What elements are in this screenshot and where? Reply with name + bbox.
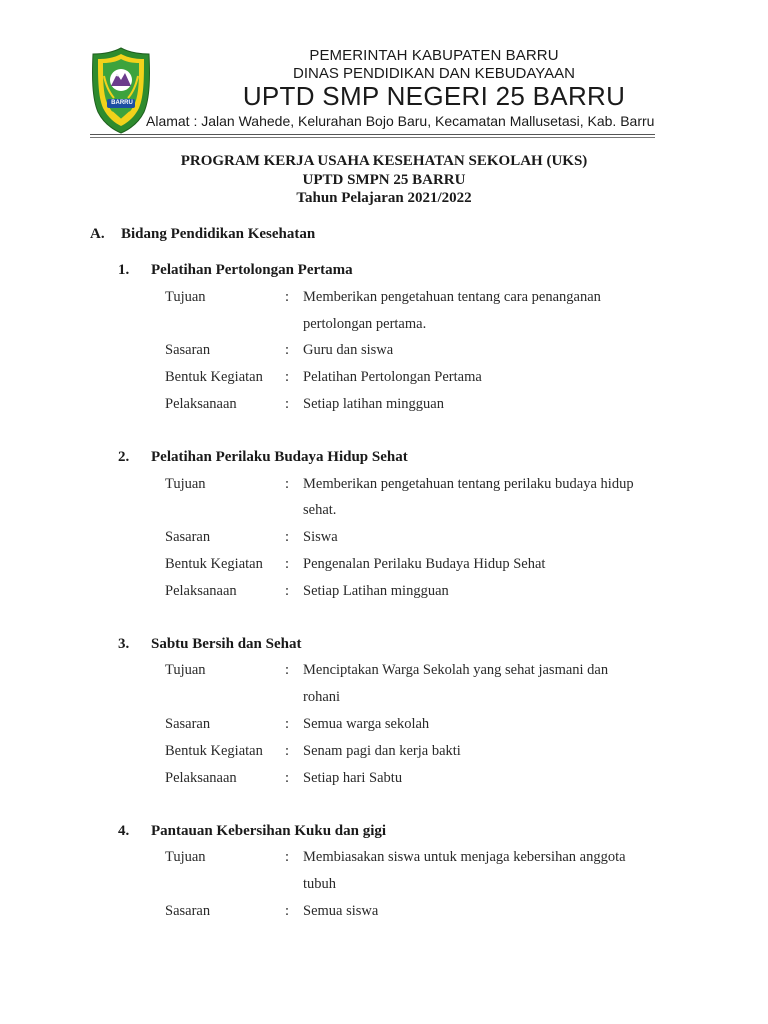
field-colon: : <box>285 583 290 599</box>
field-label: Bentuk Kegiatan <box>165 369 263 385</box>
field-value: Memberikan pengetahuan tentang cara penanganan <box>303 289 601 305</box>
field-value: Setiap hari Sabtu <box>303 770 403 786</box>
field-value: Setiap Latihan mingguan <box>303 583 449 599</box>
field-colon: : <box>285 662 290 678</box>
field-value-continued: sehat. <box>303 502 337 518</box>
field-value-continued: tubuh <box>303 876 337 892</box>
field-value: Senam pagi dan kerja bakti <box>303 743 461 759</box>
field-value: Memberikan pengetahuan tentang perilaku budaya hidup <box>303 476 634 492</box>
letterhead-department: DINAS PENDIDIKAN DAN KEBUDAYAAN <box>292 65 575 82</box>
field-value-continued: rohani <box>303 689 341 705</box>
field-value: Siswa <box>303 529 338 545</box>
document-title: PROGRAM KERJA USAHA KESEHATAN SEKOLAH (UKS) <box>180 153 588 169</box>
field-value: Guru dan siswa <box>303 342 394 358</box>
field-label: Sasaran <box>165 716 211 732</box>
field-label: Bentuk Kegiatan <box>165 743 263 759</box>
field-value: Membiasakan siswa untuk menjaga kebersihan anggota <box>303 849 626 865</box>
field-label: Bentuk Kegiatan <box>165 556 263 572</box>
field-value: Pelatihan Pertolongan Pertama <box>303 369 482 385</box>
program-number: 3. <box>118 636 130 652</box>
field-colon: : <box>285 849 290 865</box>
section-title: Bidang Pendidikan Kesehatan <box>121 226 316 242</box>
program-number: 2. <box>118 449 130 465</box>
field-label: Tujuan <box>165 476 206 492</box>
field-value: Setiap latihan mingguan <box>303 396 444 412</box>
program-title: Sabtu Bersih dan Sehat <box>151 636 302 652</box>
field-label: Sasaran <box>165 903 211 919</box>
field-colon: : <box>285 903 290 919</box>
letterhead-address: Alamat : Jalan Wahede, Kelurahan Bojo Baru, Kecamatan Mallusetasi, Kab. Barru <box>146 113 655 129</box>
field-colon: : <box>285 476 290 492</box>
program-number: 4. <box>118 823 130 839</box>
document-year: Tahun Pelajaran 2021/2022 <box>296 190 472 206</box>
document-subtitle: UPTD SMPN 25 BARRU <box>302 172 466 188</box>
field-colon: : <box>285 342 290 358</box>
letterhead-school-name: UPTD SMP NEGERI 25 BARRU <box>242 81 626 111</box>
field-colon: : <box>285 529 290 545</box>
field-colon: : <box>285 743 290 759</box>
program-number: 1. <box>118 262 130 278</box>
field-value: Pengenalan Perilaku Budaya Hidup Sehat <box>303 556 546 572</box>
letterhead-government: PEMERINTAH KABUPATEN BARRU <box>309 47 559 64</box>
field-colon: : <box>285 289 290 305</box>
program-title: Pelatihan Pertolongan Pertama <box>151 262 353 278</box>
letterhead-rule-thin <box>90 137 655 138</box>
field-label: Tujuan <box>165 662 206 678</box>
field-label: Sasaran <box>165 342 211 358</box>
field-label: Tujuan <box>165 849 206 865</box>
field-label: Pelaksanaan <box>165 770 237 786</box>
field-label: Pelaksanaan <box>165 396 237 412</box>
field-value: Menciptakan Warga Sekolah yang sehat jasmani dan <box>303 662 609 678</box>
program-title: Pantauan Kebersihan Kuku dan gigi <box>151 823 387 839</box>
field-value-continued: pertolongan pertama. <box>303 316 427 332</box>
field-colon: : <box>285 716 290 732</box>
logo-ribbon-text: BARRU <box>111 100 133 106</box>
field-colon: : <box>285 556 290 572</box>
field-value: Semua warga sekolah <box>303 716 430 732</box>
section-letter: A. <box>90 226 105 242</box>
field-value: Semua siswa <box>303 903 379 919</box>
field-colon: : <box>285 396 290 412</box>
field-colon: : <box>285 369 290 385</box>
letterhead-rule-thick <box>90 134 655 135</box>
program-title: Pelatihan Perilaku Budaya Hidup Sehat <box>151 449 408 465</box>
field-label: Sasaran <box>165 529 211 545</box>
field-colon: : <box>285 770 290 786</box>
field-label: Tujuan <box>165 289 206 305</box>
regency-crest-icon <box>90 46 152 134</box>
field-label: Pelaksanaan <box>165 583 237 599</box>
